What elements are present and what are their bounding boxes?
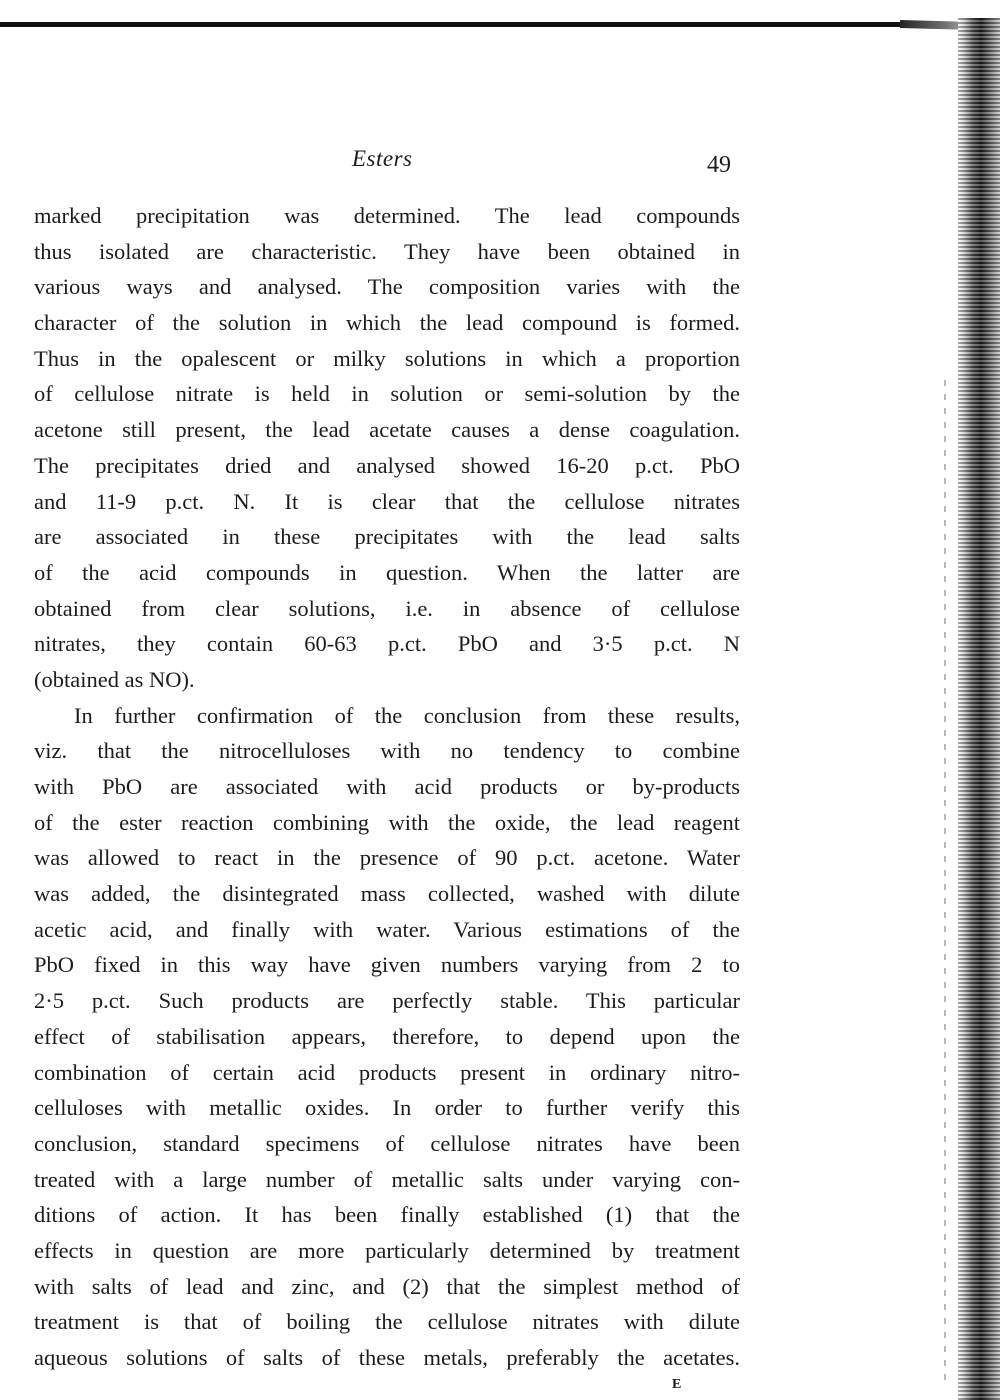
text-line: acetone still present, the lead acetate causes a dense coagulation. — [34, 417, 740, 443]
text-line: with PbO are associated with acid products or by-products — [34, 774, 740, 799]
text-line: treatment is that of boiling the cellulose nitrates with dilute — [34, 1309, 740, 1335]
text-line: acetic acid, and finally with water. Various estimations of the — [34, 916, 740, 942]
text-line: In further confirmation of the conclusion from these results, — [74, 702, 740, 728]
text-line: marked precipitation was determined. The lead compounds — [34, 203, 740, 228]
text-line: obtained from clear solutions, i.e. in absence of cellulose — [34, 595, 740, 621]
book-spine-edge — [958, 18, 1000, 1400]
scan-top-rule — [0, 22, 948, 27]
text-line: of the ester reaction combining with the oxide, the lead reagent — [34, 809, 740, 835]
signature-mark: E — [672, 1377, 683, 1392]
text-line: effects in question are more particularly determined by treatment — [34, 1237, 740, 1263]
text-line: 2·5 p.ct. Such products are perfectly stable. This particular — [34, 988, 740, 1014]
text-line: PbO fixed in this way have given numbers varying from 2 to — [34, 952, 740, 978]
running-head — [0, 146, 800, 182]
text-line: combination of certain acid products present in ordinary nitro- — [34, 1059, 740, 1085]
paragraph-2 — [34, 698, 740, 1376]
text-line: nitrates, they contain 60-63 p.ct. PbO and 3·5 p.ct. N — [34, 631, 740, 657]
text-line: of cellulose nitrate is held in solution or semi-solution by the — [34, 381, 740, 407]
text-line: effect of stabilisation appears, therefore, to depend upon the — [34, 1023, 740, 1049]
text-line: aqueous solutions of salts of these metals, preferably the acetates. — [34, 1345, 740, 1370]
text-line: The precipitates dried and analysed showed 16-20 p.ct. PbO — [34, 452, 740, 478]
page-number: 49 — [707, 152, 731, 178]
paragraph-1 — [34, 198, 740, 698]
text-line: was allowed to react in the presence of 90 p.ct. acetone. Water — [34, 845, 740, 871]
text-line: was added, the disintegrated mass collected, washed with dilute — [34, 881, 740, 907]
text-line: treated with a large number of metallic salts under varying con- — [34, 1166, 740, 1192]
text-line: thus isolated are characteristic. They have been obtained in — [34, 238, 740, 264]
text-line: various ways and analysed. The composition varies with the — [34, 274, 740, 300]
body-text — [34, 198, 740, 1376]
text-line: and 11-9 p.ct. N. It is clear that the cellulose nitrates — [34, 488, 740, 514]
text-line: ditions of action. It has been finally established (1) that the — [34, 1202, 740, 1228]
text-line: Thus in the opalescent or milky solutions in which a proportion — [34, 345, 740, 371]
text-line: with salts of lead and zinc, and (2) that the simplest method of — [34, 1273, 740, 1299]
text-line: conclusion, standard specimens of cellulose nitrates have been — [34, 1130, 740, 1156]
text-line: viz. that the nitrocelluloses with no tendency to combine — [34, 738, 740, 764]
text-line: are associated in these precipitates with the lead salts — [34, 524, 740, 550]
text-line: character of the solution in which the lead compound is formed. — [34, 310, 740, 336]
text-line: celluloses with metallic oxides. In order to further verify this — [34, 1095, 740, 1121]
text-line: of the acid compounds in question. When the latter are — [34, 559, 740, 585]
running-title: Esters — [352, 146, 413, 171]
gutter-shadow — [944, 380, 946, 1380]
text-line: (obtained as NO). — [34, 666, 195, 692]
